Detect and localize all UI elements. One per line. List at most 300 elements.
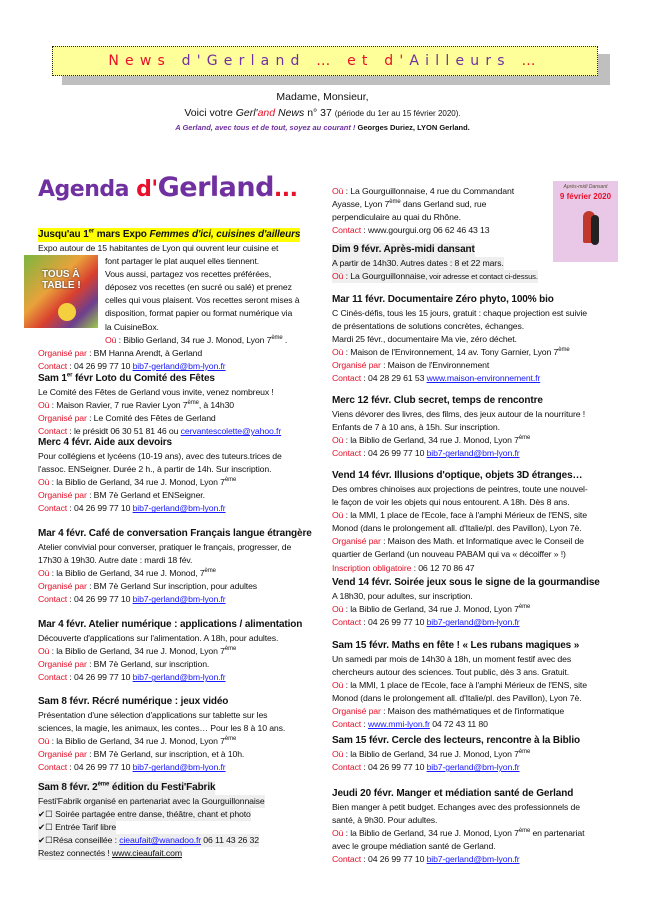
event-line <box>38 399 328 412</box>
field-label: Organisé par <box>332 706 381 717</box>
text-segment: Mar 11 févr. Documentaire Zéro phyto, 100% bio <box>332 294 554 305</box>
text-segment: font partager le plat auquel elles tiennent. <box>105 256 260 267</box>
event-title <box>38 695 328 709</box>
field-label: Contact <box>332 719 362 730</box>
text-segment: : 04 26 99 77 10 <box>67 360 133 371</box>
event-line <box>38 834 259 847</box>
text-segment: ✔☐Résa conseillée : <box>38 835 120 846</box>
event-line <box>38 255 328 268</box>
email-or-web-link[interactable]: bib7-gerland@bm-lyon.fr <box>132 672 226 683</box>
event-line <box>38 476 328 489</box>
event-line <box>332 211 552 224</box>
text-segment: : Maison des Math. et Informatique avec le Conseil de <box>380 536 584 547</box>
text-segment: : la Biblio de Gerland, 34 rue J. Monod, Lyon 7 <box>343 604 519 615</box>
dancer-figure <box>591 215 599 245</box>
event-line <box>38 334 328 347</box>
text-segment: Présentation d'une sélection d'applications sur tablette sur les <box>38 710 268 720</box>
text-segment: Sam 15 févr. Cercle des lecteurs, rencontre à la Biblio <box>332 735 580 746</box>
text-segment: : <box>361 719 368 730</box>
text-segment: : la Biblio de Gerland, 34 rue J. Monod, Lyon 7 <box>49 477 225 488</box>
event-line <box>332 434 632 447</box>
text-segment: ème <box>224 646 237 653</box>
issue-line <box>0 107 645 119</box>
event-line <box>332 307 632 320</box>
field-label: Organisé par <box>38 659 87 670</box>
text-segment: Sam 15 févr. Maths en fête ! « Les rubans magiques » <box>332 640 580 651</box>
field-label: Inscription obligatoire <box>332 562 412 573</box>
event-line <box>332 320 632 333</box>
intro-prefix: Voici votre <box>184 107 236 119</box>
event-line <box>332 653 632 666</box>
field-label: Où <box>332 510 344 521</box>
text-segment: : La Gourguillonnaise <box>343 271 426 282</box>
event-line <box>38 795 265 808</box>
event-line <box>38 321 328 334</box>
event-line <box>38 671 328 684</box>
text-segment: Vend 14 févr. Soirée jeux sous le signe de la gourmandise <box>332 577 600 588</box>
text-segment: : BM Hanna Arendt, à Gerland <box>86 347 203 358</box>
event-line <box>332 616 632 629</box>
event-line <box>332 509 632 522</box>
agenda-event <box>38 618 328 684</box>
field-label: Où <box>38 477 50 488</box>
text-segment: : 04 26 99 77 10 <box>361 448 427 459</box>
event-line <box>38 386 328 399</box>
event-line <box>332 333 632 346</box>
banner-title-part: … <box>510 53 542 69</box>
email-or-web-link[interactable]: cieaufait@wanadoo.fr <box>119 835 202 846</box>
text-segment: en partenariat <box>530 828 585 839</box>
event-line <box>332 522 632 535</box>
text-segment: mars Expo <box>94 229 150 240</box>
event-line <box>38 294 328 307</box>
text-segment: : la Biblio de Gerland, 34 rue J. Monod, Lyon 7 <box>343 435 519 446</box>
text-segment: Enfants de 7 à 10 ans, à 15h. Sur inscription. <box>332 422 500 433</box>
event-title <box>38 372 328 386</box>
text-segment: ✔☐ Soirée partagée entre danse, théâtre, chant et photo <box>38 809 251 820</box>
text-segment: : Maison Ravier, 7 rue Ravier Lyon 7 <box>49 400 188 411</box>
brand-part: Gerl' <box>235 107 258 119</box>
poster-date: 9 février 2020 <box>559 192 612 201</box>
text-segment: quartier de Gerland (un nouveau PABAM qui va « décoiffer » !) <box>332 549 566 560</box>
poster-text: TOUS À TABLE ! <box>42 269 81 291</box>
agenda-event <box>332 185 552 237</box>
agenda-event <box>332 639 632 732</box>
brand-part: News <box>275 107 305 119</box>
text-segment: Vend 14 févr. Illusions d'optique, objets 3D étranges… <box>332 470 583 481</box>
field-label: Où <box>332 604 344 615</box>
field-label: Organisé par <box>38 413 87 424</box>
event-line <box>38 808 251 821</box>
event-title <box>332 469 632 483</box>
poster-title: Après-midi Dansant <box>563 184 608 190</box>
field-label: Organisé par <box>38 749 87 760</box>
text-segment: Sam 1 <box>38 373 67 384</box>
field-label: Organisé par <box>332 360 381 371</box>
text-segment: Des ombres chinoises aux projections de peintres, toute une nouvel- <box>332 484 588 494</box>
text-segment: : 04 26 99 77 10 <box>361 617 427 628</box>
greeting: Madame, Monsieur, <box>276 91 369 103</box>
agenda-title <box>38 172 298 203</box>
text-segment: Festi'Fabrik organisé en partenariat avec la Gourguillonnaise <box>38 796 265 806</box>
text-segment: avec le groupe médiation santé de Gerland. <box>332 841 496 852</box>
text-segment: : la Biblio de Gerland, 34 rue J. Monod, 7 <box>49 568 205 579</box>
event-line <box>38 722 328 735</box>
text-segment: Découverte d'applications sur l'alimentation. A 18h, pour adultes. <box>38 633 279 643</box>
field-label: Contact <box>332 373 362 384</box>
text-segment: dans Gerland sud, rue <box>400 199 487 210</box>
event-line <box>332 548 632 561</box>
event-line <box>38 412 328 425</box>
field-label: Où <box>332 680 344 691</box>
text-segment: : la Biblio de Gerland, 34 rue J. Monod, Lyon 7 <box>49 646 225 657</box>
text-segment: : www.gourgui.org 06 62 46 43 13 <box>361 225 490 236</box>
field-label: Contact <box>38 426 68 437</box>
text-segment: : 04 26 99 77 10 <box>361 762 427 773</box>
brand-part: and <box>257 107 276 119</box>
text-segment: , à 14h30 <box>198 400 234 411</box>
text-segment: Atelier convivial pour converser, pratiquer le français, progresser, de <box>38 542 292 552</box>
event-line <box>332 801 632 814</box>
field-label: Contact <box>38 762 68 773</box>
text-segment: chercheurs autour des sciences. Tout public, dès 3 ans. Gratuit. <box>332 667 569 678</box>
event-line <box>332 185 552 198</box>
field-label: Où <box>38 400 50 411</box>
event-title <box>332 787 632 801</box>
event-line <box>332 814 632 827</box>
event-line <box>38 307 328 320</box>
event-line <box>38 748 328 761</box>
banner-title-part: News <box>108 53 182 69</box>
event-line <box>332 562 632 575</box>
event-line <box>332 827 632 840</box>
field-label: Où <box>332 347 344 358</box>
event-line <box>38 847 182 860</box>
text-segment: Pour collégiens et lycéens (10-19 ans), avec des tuteurs.trices de <box>38 451 282 461</box>
text-segment: ème <box>518 749 531 756</box>
text-segment: disposition, format papier ou format numérique via <box>105 308 293 319</box>
email-or-web-link[interactable]: bib7-gerland@bm-lyon.fr <box>426 854 520 865</box>
email-or-web-link[interactable]: cervantescolette@yahoo.fr <box>180 426 282 437</box>
text-segment: : BM 7è Gerland, sur inscription. <box>86 659 210 670</box>
field-label: Où <box>38 646 50 657</box>
event-line <box>332 408 632 421</box>
text-segment: l'assoc. ENSeigner. Durée 2 h., à partir de 14h. Sur inscription. <box>38 464 272 475</box>
text-segment: , voir adresse et contact ci-dessus. <box>425 272 538 282</box>
event-title <box>332 734 632 748</box>
event-line <box>332 496 632 509</box>
event-line <box>38 580 328 593</box>
text-segment: celles qui vous plaisent. Vos recettes seront mises à <box>105 295 300 306</box>
field-label: Contact <box>332 448 362 459</box>
event-line <box>332 535 632 548</box>
email-or-web-link[interactable]: bib7-gerland@bm-lyon.fr <box>426 762 520 773</box>
field-label: Organisé par <box>332 536 381 547</box>
agenda-event <box>38 228 328 373</box>
text-segment: Jusqu'au 1 <box>38 229 89 240</box>
text-segment: : 04 26 99 77 10 <box>67 672 133 683</box>
agenda-event <box>332 293 632 386</box>
agenda-event <box>332 576 632 629</box>
event-line <box>332 692 632 705</box>
event-line <box>332 257 504 270</box>
event-title <box>332 576 632 590</box>
event-title <box>38 228 300 242</box>
email-or-web-link[interactable]: bib7-gerland@bm-lyon.fr <box>426 617 520 628</box>
event-line <box>38 709 328 722</box>
text-segment: ème <box>97 781 110 788</box>
tagline: A Gerland, avec tous et de tout, soyez au courant ! <box>175 123 358 132</box>
event-title <box>38 527 328 541</box>
event-line <box>332 590 632 603</box>
event-line <box>38 450 328 463</box>
event-line <box>332 679 632 692</box>
text-segment: : Maison des mathématiques et de l'informatique <box>380 706 565 717</box>
text-segment: : La Gourguillonnaise, 4 rue du Commandant <box>343 186 514 196</box>
event-line <box>332 603 632 616</box>
event-line <box>332 198 552 211</box>
text-segment: ème <box>518 828 531 835</box>
email-or-web-link[interactable]: bib7-gerland@bm-lyon.fr <box>426 448 520 459</box>
text-segment: Mar 4 févr. Café de conversation Français langue étrangère <box>38 528 312 539</box>
text-segment: le façon de voir les objets qui nous entourent. A 18h. Dès 8 ans. <box>332 497 570 508</box>
event-line <box>332 748 632 761</box>
event-line <box>332 447 632 460</box>
event-line <box>38 632 328 645</box>
event-line <box>38 268 328 281</box>
agenda-event <box>38 372 328 438</box>
event-line <box>38 360 328 373</box>
text-segment: Vous aussi, partagez vos recettes préférées, <box>105 269 272 280</box>
agenda-gerland: Gerland <box>157 172 274 203</box>
text-segment: 04 72 43 11 80 <box>429 719 488 730</box>
agenda-event <box>332 469 632 575</box>
field-label: Contact <box>332 617 362 628</box>
text-segment: : 04 26 99 77 10 <box>67 503 133 514</box>
agenda-ellipsis: ... <box>273 177 298 202</box>
field-label: Où <box>38 568 50 579</box>
text-segment: ème <box>224 477 237 484</box>
text-segment: perpendiculaire au quai du Rhône. <box>332 212 461 223</box>
agenda-event <box>38 436 328 515</box>
text-segment: Jeudi 20 févr. Manger et médiation santé de Gerland <box>332 788 574 799</box>
event-line <box>332 761 632 774</box>
event-line <box>332 718 632 731</box>
period: (période du 1er au 15 février 2020). <box>334 109 461 118</box>
text-segment: Sam 8 févr. Récré numérique : jeux vidéo <box>38 696 229 707</box>
text-segment: : Biblio Gerland, 34 rue J. Monod, Lyon 7 <box>116 334 272 345</box>
text-segment: Monod (dans le prolongement all. d'Italie/pl. des Pavillon), Lyon 7è. <box>332 693 582 704</box>
text-segment: Mar 4 févr. Atelier numérique : applications / alimentation <box>38 619 303 630</box>
text-segment: ème <box>224 736 237 743</box>
text-segment: : Le Comité des Fêtes de Gerland <box>86 413 216 424</box>
event-line <box>332 224 552 237</box>
field-label: Où <box>332 435 344 446</box>
agenda-event <box>332 394 632 460</box>
text-segment: A 18h30, pour adultes, sur inscription. <box>332 591 473 601</box>
issue-number: n° 37 <box>304 107 335 119</box>
text-segment: er <box>66 372 73 379</box>
field-label: Contact <box>38 360 68 371</box>
text-segment: Femmes d'ici, cuisines d'ailleurs <box>149 229 301 240</box>
email-or-web-link[interactable]: bib7-gerland@bm-lyon.fr <box>132 762 226 773</box>
field-label: Où <box>332 828 344 839</box>
text-segment: Viens dévorer des livres, des films, des jeux autour de la nourriture ! <box>332 409 586 419</box>
event-title <box>332 293 632 307</box>
text-segment: : le présidt 06 30 51 81 46 ou <box>67 426 181 437</box>
event-line <box>38 347 328 360</box>
text-segment: la CuisineBox. <box>105 321 159 332</box>
email-or-web-link[interactable]: bib7-gerland@bm-lyon.fr <box>132 594 226 605</box>
text-segment: : 04 28 29 61 53 <box>361 373 427 384</box>
text-segment: santé, à 9h30. Pour adultes. <box>332 815 438 826</box>
event-line <box>332 483 632 496</box>
event-line <box>38 242 328 255</box>
text-segment: er <box>88 228 95 235</box>
event-line <box>332 359 632 372</box>
event-line <box>332 666 632 679</box>
agenda-d: d' <box>136 177 158 202</box>
text-segment: déposez vos recettes (en sucré ou salé) et prenez <box>105 282 292 293</box>
field-label: Contact <box>38 672 68 683</box>
text-segment: ✔☐ Entrée Tarif libre <box>38 822 117 833</box>
banner-title-part: Ailleurs <box>409 53 511 69</box>
text-segment: Sam 8 févr. 2 <box>38 782 98 793</box>
email-or-web-link[interactable]: www.maison-environnement.fr <box>426 373 541 384</box>
field-label: Où <box>332 271 344 282</box>
event-line <box>38 593 328 606</box>
agenda-word: Agenda <box>38 177 137 202</box>
text-segment: : 04 26 99 77 10 <box>361 854 427 865</box>
text-segment: : BM 7è Gerland et ENSeigner. <box>86 490 205 501</box>
field-label: Où <box>332 186 344 196</box>
event-line <box>332 705 632 718</box>
agenda-event <box>332 734 632 774</box>
email-or-web-link[interactable]: www.mmi-lyon.fr <box>368 719 430 730</box>
text-segment: Mardi 25 févr., documentaire Ma vie, zéro déchet. <box>332 334 517 345</box>
text-segment: : la Biblio de Gerland, 34 rue J. Monod, Lyon 7 <box>343 828 519 839</box>
event-line <box>332 840 632 853</box>
event-line <box>38 554 328 567</box>
banner-title-part: … et d' <box>305 53 410 69</box>
text-segment: : Maison de l'Environnement, 14 av. Tony Garnier, Lyon 7 <box>343 347 559 358</box>
text-segment: Merc 4 févr. Aide aux devoirs <box>38 437 172 448</box>
field-label: Contact <box>332 762 362 773</box>
text-segment: ème <box>187 400 199 407</box>
text-segment: : la MMI, 1 place de l'Ecole, face à l'amphi Mérieux de l'ENS, site <box>343 510 587 521</box>
text-segment: Monod (dans le prolongement all. d'Italie/pl. des Pavillon), Lyon 7è. <box>332 523 582 534</box>
event-line <box>332 372 632 385</box>
field-label: Organisé par <box>38 347 87 358</box>
text-segment: : la Biblio de Gerland, 34 rue J. Monod, Lyon 7 <box>49 736 225 747</box>
event-line <box>38 645 328 658</box>
email-or-web-link[interactable]: bib7-gerland@bm-lyon.fr <box>132 360 226 371</box>
field-label: Où <box>332 749 344 759</box>
text-segment: ème <box>271 334 283 341</box>
event-line <box>332 270 538 283</box>
text-segment: ème <box>518 435 531 442</box>
text-segment: A partir de 14h30. Autres dates : 8 et 22 mars. <box>332 258 504 268</box>
event-line <box>38 281 328 294</box>
text-segment: Bien manger à petit budget. Echanges avec des professionnels de <box>332 802 580 812</box>
field-label: Où <box>105 334 117 345</box>
text-segment: : la Biblio de Gerland, 34 rue J. Monod, Lyon 7 <box>343 749 519 759</box>
text-segment: ème <box>204 568 216 575</box>
tagline-line <box>0 123 645 132</box>
event-line <box>38 821 116 834</box>
field-label: Organisé par <box>38 581 87 592</box>
text-segment: ème <box>389 199 401 206</box>
text-segment: : la MMI, 1 place de l'Ecole, face à l'amphi Mérieux de l'ENS, site <box>343 680 587 691</box>
text-segment: 17h30 à 19h30. Autre date : mardi 18 fév. <box>38 555 193 566</box>
event-line <box>38 489 328 502</box>
email-or-web-link[interactable]: bib7-gerland@bm-lyon.fr <box>132 503 226 514</box>
banner-title-part: d'Gerland <box>181 53 306 69</box>
event-line <box>38 463 328 476</box>
event-title <box>332 639 632 653</box>
agenda-event <box>332 243 622 283</box>
event-line <box>38 761 328 774</box>
text-segment: : BM 7è Gerland Sur inscription, pour adultes <box>86 581 258 592</box>
event-line <box>38 735 328 748</box>
text-segment: . <box>282 334 288 345</box>
agenda-event <box>38 527 328 606</box>
event-line <box>38 567 328 580</box>
field-label: Contact <box>38 503 68 514</box>
text-segment: ème <box>558 347 570 354</box>
text-segment: édition du Festi'Fabrik <box>109 782 216 793</box>
text-segment: sciences, la magie, les animaux, les contes… Pour les 8 à 10 ans. <box>38 723 286 734</box>
event-line <box>38 502 328 515</box>
text-segment: : BM 7è Gerland, sur inscription, et à 10h. <box>86 749 245 760</box>
text-segment: ème <box>518 604 531 611</box>
field-label: Contact <box>38 594 68 605</box>
event-line <box>38 658 328 671</box>
agenda-event <box>38 695 328 774</box>
field-label: Contact <box>332 225 362 236</box>
text-segment: 06 11 43 26 32 <box>201 835 259 846</box>
field-label: Organisé par <box>38 490 87 501</box>
event-line <box>38 541 328 554</box>
text-segment: : 06 12 70 86 47 <box>411 562 475 573</box>
text-segment: Dim 9 févr. Après-midi dansant <box>332 244 475 255</box>
text-segment: de présentations de solutions concrètes, échanges. <box>332 321 525 332</box>
text-segment: C Cinés-défis, tous les 15 jours, gratuit : chaque projection est suivie <box>332 308 588 318</box>
event-title <box>38 436 328 450</box>
event-line <box>332 853 632 866</box>
event-line <box>332 421 632 434</box>
text-segment: Merc 12 févr. Club secret, temps de rencontre <box>332 395 543 406</box>
text-segment: Expo autour de 15 habitantes de Lyon qui ouvrent leur cuisine et <box>38 243 279 253</box>
text-segment: Le Comité des Fêtes de Gerland vous invite, venez nombreux ! <box>38 387 274 397</box>
field-label: Contact <box>332 854 362 865</box>
newsletter-banner <box>52 46 598 76</box>
author: Georges Duriez, LYON Gerland. <box>357 123 470 132</box>
text-segment: Restez connectés ! <box>38 848 113 859</box>
text-segment: févr Loto du Comité des Fêtes <box>72 373 215 384</box>
text-segment: : Maison de l'Environnement <box>380 360 490 371</box>
agenda-event <box>332 787 632 866</box>
event-title <box>332 243 475 257</box>
event-title <box>38 618 328 632</box>
event-title <box>332 394 632 408</box>
text-segment: Ayasse, Lyon 7 <box>332 199 390 210</box>
event-title <box>38 781 215 795</box>
field-label: Où <box>38 736 50 747</box>
text-segment: : 04 26 99 77 10 <box>67 594 133 605</box>
text-segment: : 04 26 99 77 10 <box>67 762 133 773</box>
text-segment: www.cieaufait.com <box>112 848 182 859</box>
